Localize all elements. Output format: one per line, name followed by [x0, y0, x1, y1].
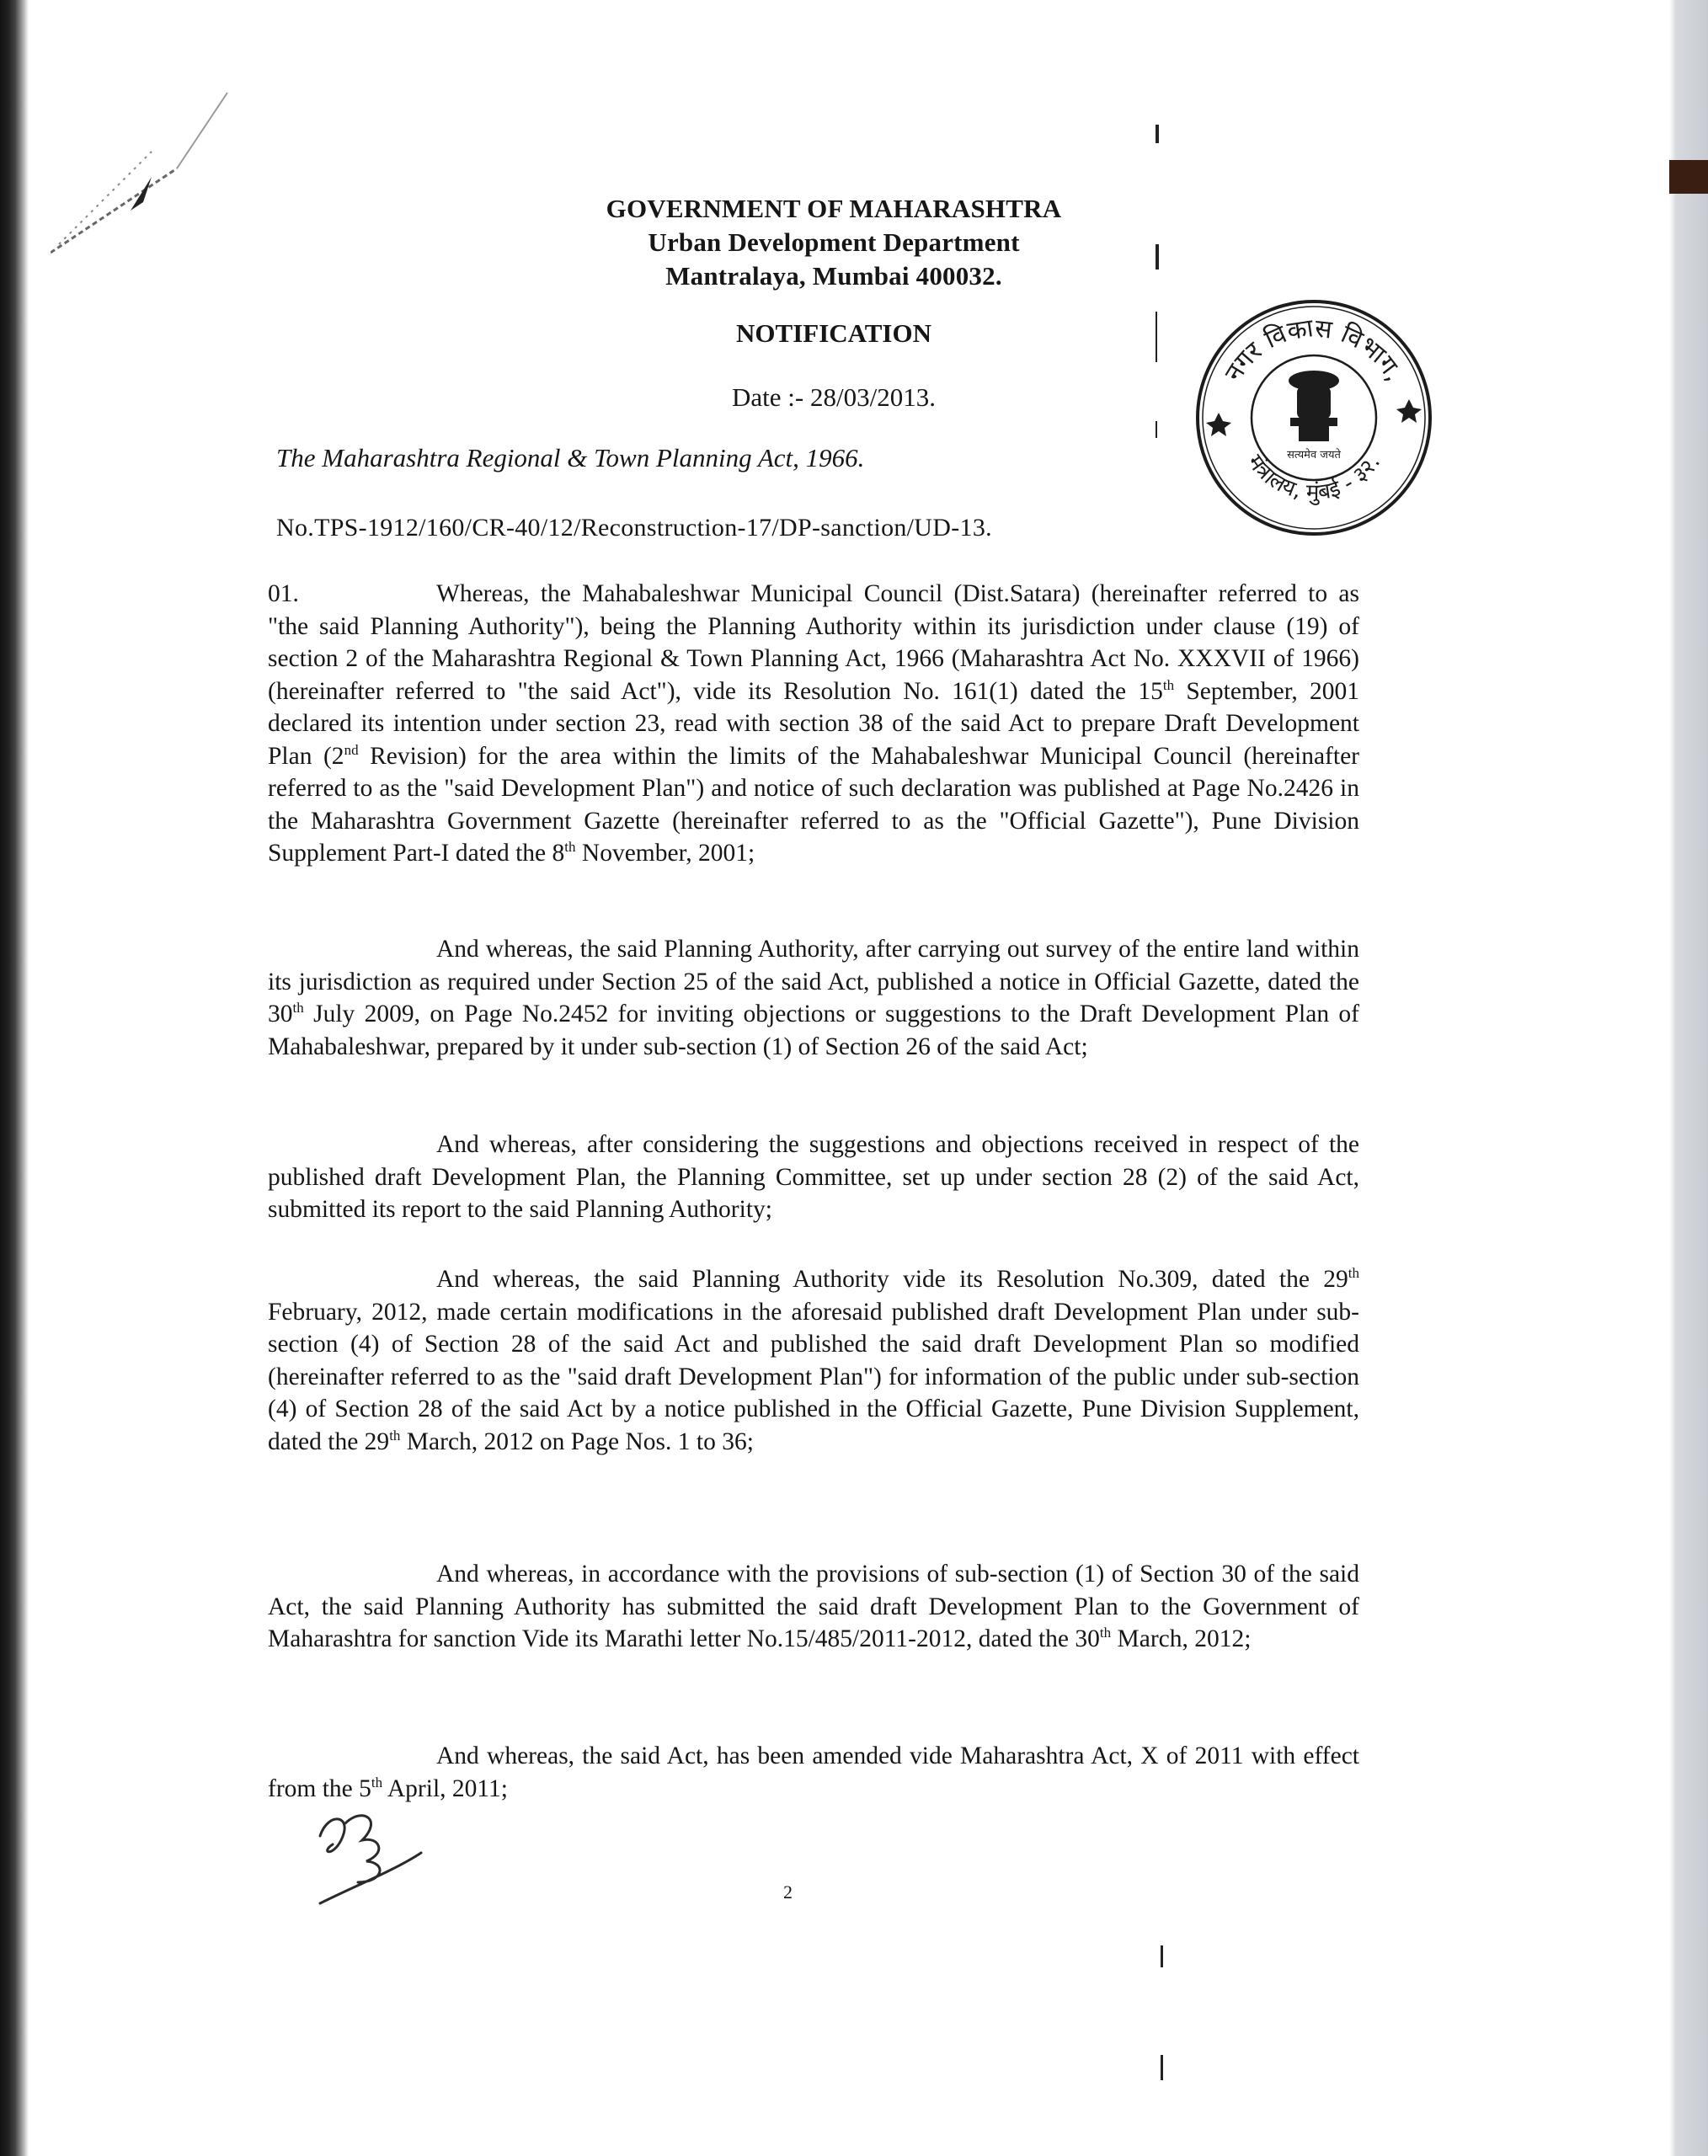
- paragraph-2: [268, 933, 1359, 1063]
- official-seal: [1191, 295, 1437, 541]
- notification-date: Date :- 28/03/2013.: [732, 382, 936, 412]
- paragraph-6: [268, 1740, 1359, 1805]
- superscript: th: [1099, 1625, 1112, 1641]
- government-name: GOVERNMENT OF MAHARASHTRA: [606, 194, 1062, 223]
- paragraph-text: And whereas, after considering the suggestions and objections received in respect of the published draft Development Plan, the Planning Committee, set up under section 28 (2) of the said Act, submitted its report to the said Planning Authority;: [268, 1131, 1359, 1223]
- paragraph-text: July 2009, on Page No.2452 for inviting objections or suggestions to the Draft Development Plan of Mahabaleshwar, prepared by it under sub-section (1) of Section 26 of the said Act;: [268, 1001, 1359, 1060]
- notification-title: NOTIFICATION: [736, 318, 931, 348]
- superscript: nd: [344, 741, 359, 758]
- paragraph-5: [268, 1558, 1359, 1656]
- paragraph-4: [268, 1263, 1359, 1458]
- paragraph-text: And whereas, in accordance with the provisions of sub-section (1) of Section 30 of the said Act, the said Planning Authority has submitted the said draft Development Plan to the Government of Maharashtra for sanction Vide its Marathi letter No.15/485/2011-2012, dated the 30: [268, 1561, 1359, 1652]
- paragraph-text: February, 2012, made certain modifications in the aforesaid published draft Development Plan under sub-section (4) of Section 28 of the said Act and published the said draft Development Plan so modified (hereinafter referred to as the "said draft Development Plan") for information of the public under sub-section (4) of Section 28 of the said Act by a notice published in the Official Gazette, Pune Division Supplement, dated the 29: [268, 1298, 1359, 1455]
- paragraph-number: 01.: [268, 580, 299, 607]
- page-number: 2: [783, 1881, 793, 1903]
- paragraph-text: And whereas, the said Planning Authority vide its Resolution No.309, dated the 29: [436, 1266, 1348, 1293]
- superscript: th: [371, 1774, 383, 1790]
- superscript: th: [1162, 676, 1175, 693]
- fold-mark: [1156, 125, 1159, 143]
- superscript: th: [389, 1427, 401, 1444]
- letterhead: [472, 192, 1196, 293]
- seal-text-bottom: मंत्रालय, मुंबई - ३२.: [1241, 450, 1386, 506]
- paragraph-3: [268, 1129, 1359, 1226]
- paragraph-text: November, 2001;: [575, 840, 755, 867]
- superscript: th: [564, 839, 576, 856]
- scan-right-mark: [1669, 160, 1708, 194]
- paragraph-text: March, 2012;: [1111, 1625, 1252, 1652]
- paragraph-text: April, 2011;: [382, 1774, 508, 1802]
- paragraph-text: And whereas, the said Act, has been amended vide Maharashtra Act, X of 2011 with effect from the 5: [268, 1742, 1359, 1802]
- paragraph-text: Revision) for the area within the limits of the Mahabaleshwar Municipal Council (hereinafter referred to as the "said Development Plan") and notice of such declaration was published at Page No.2426 in the Maharashtra Government Gazette (hereinafter referred to as the "Official Gazette"), Pune Division Supplement Part-I dated the 8: [268, 742, 1359, 867]
- scan-left-edge: [0, 0, 29, 2156]
- department-address: Mantralaya, Mumbai 400032.: [665, 261, 1002, 291]
- scan-crease-marks: [51, 76, 253, 261]
- fold-mark: [1161, 1945, 1163, 1967]
- paragraph-text: March, 2012 on Page Nos. 1 to 36;: [400, 1428, 754, 1455]
- handwritten-mark: [303, 1802, 430, 1912]
- department-name: Urban Development Department: [648, 227, 1020, 257]
- superscript: th: [292, 1000, 304, 1017]
- seal-text-top: नगर विकास विभाग,: [1219, 313, 1409, 387]
- paragraph-1: [268, 578, 1359, 870]
- superscript: th: [1348, 1265, 1359, 1282]
- reference-number: No.TPS-1912/160/CR-40/12/Reconstruction-17/DP-sanction/UD-13.: [276, 514, 992, 542]
- seal-motto: सत्यमेव जयते: [1287, 449, 1341, 462]
- fold-mark: [1161, 2055, 1163, 2080]
- emblem-icon: [1289, 371, 1339, 441]
- paragraph-text: And whereas, the said Planning Authority, after carrying out survey of the entire land within its jurisdiction as required under Section 25 of the said Act, published a notice in Official Gazette, dated the 30: [268, 936, 1359, 1027]
- paragraph-text: September, 2001 declared its intention under section 23, read with section 38 of the said Act to prepare Draft Development Plan (2: [268, 677, 1359, 770]
- paragraph-text: Whereas, the Mahabaleshwar Municipal Council (Dist.Satara) (hereinafter referred to as "the said Planning Authority"), being the Planning Authority within its jurisdiction under clause (19) of section 2 of the Maharashtra Regional & Town Planning Act, 1966 (Maharashtra Act No. XXXVII of 1966) (hereinafter referred to "the said Act"), vide its Resolution No. 161(1) dated the 15: [268, 580, 1359, 705]
- fold-mark: [1156, 421, 1157, 438]
- scan-right-edge: [1669, 0, 1708, 2156]
- act-title: The Maharashtra Regional & Town Planning Act, 1966.: [276, 443, 865, 472]
